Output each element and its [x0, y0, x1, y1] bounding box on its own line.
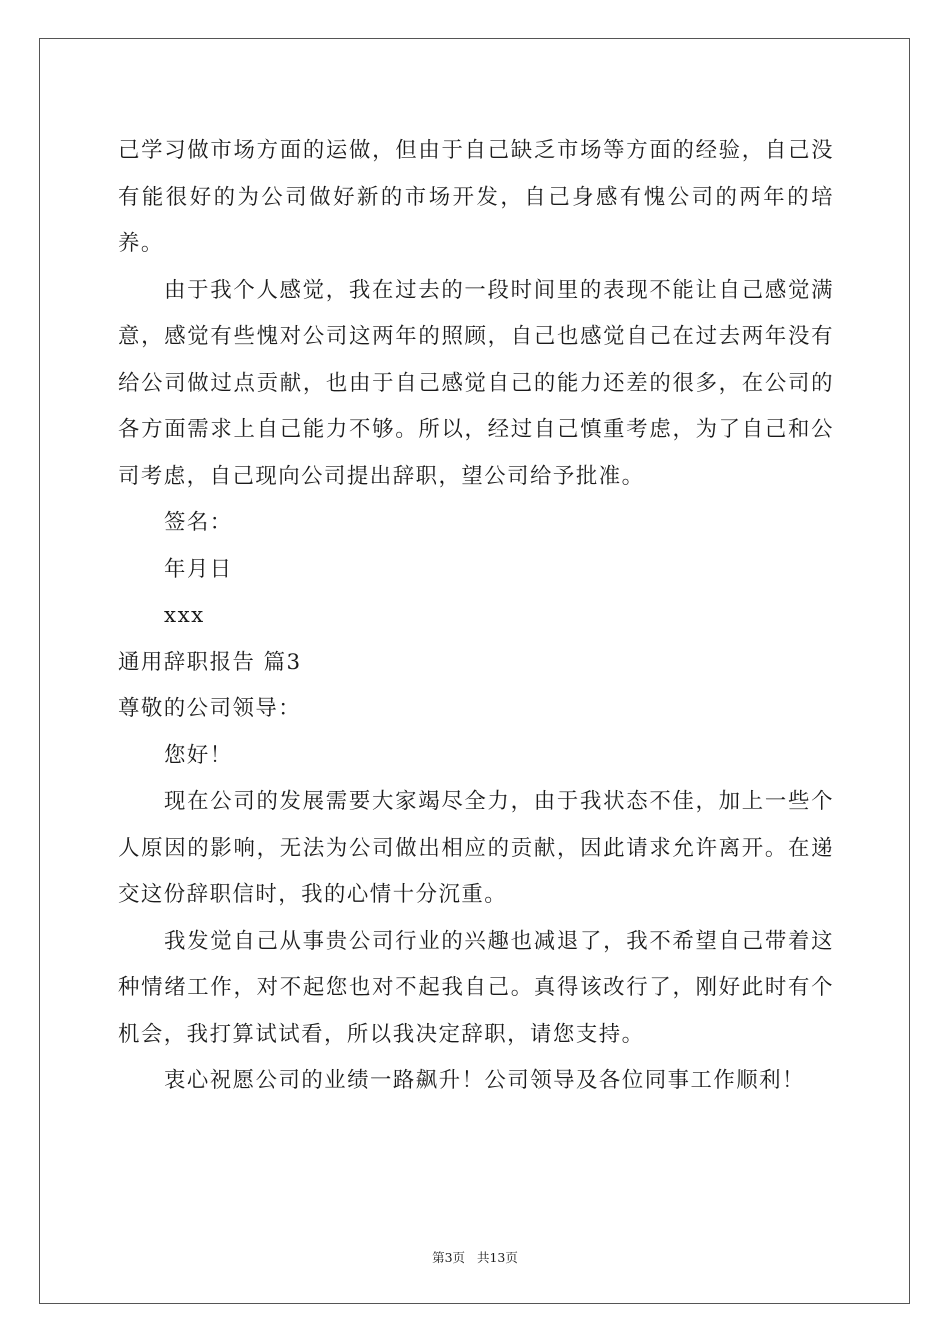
paragraph-closing: 衷心祝愿公司的业绩一路飙升！公司领导及各位同事工作顺利！	[164, 1068, 805, 1093]
date-label: 年月日	[164, 556, 233, 582]
section-heading: 通用辞职报告 篇3	[118, 649, 302, 675]
greeting: 您好！	[164, 742, 233, 768]
paragraph-reason: 由于我个人感觉，我在过去的一段时间里的表现不能让自己感觉满意，感觉有些愧对公司这两年的照顾，自己也感觉自己在过去两年没有给公司做过点贡献，也由于自己感觉自己的能力还差的很多，在公司的各方面需求上自己能力不够。所以，经过自己慎重考虑，为了自己和公司考虑，自己现向公司提出辞职，望公司给予批准。	[118, 277, 834, 489]
page-footer	[0, 1248, 950, 1266]
paragraph-request: 现在公司的发展需要大家竭尽全力，由于我状态不佳，加上一些个人原因的影响，无法为公司做出相应的贡献，因此请求允许离开。在递交这份辞职信时，我的心情十分沉重。	[118, 789, 834, 907]
page-total: 共13页	[476, 1250, 518, 1265]
page-number: 第3页	[432, 1250, 466, 1265]
signer-name: xxx	[164, 603, 205, 628]
paragraph-explanation: 我发觉自己从事贵公司行业的兴趣也减退了，我不希望自己带着这种情绪工作，对不起您也对不起我自己。真得该改行了，刚好此时有个机会，我打算试试看，所以我决定辞职，请您支持。	[118, 928, 834, 1047]
paragraph-continuation: 己学习做市场方面的运做，但由于自己缺乏市场等方面的经验，自己没有能很好的为公司做好新的市场开发，自己身感有愧公司的两年的培养。	[118, 138, 834, 256]
signature-label: 签名：	[164, 510, 233, 535]
document-body	[118, 128, 834, 1105]
salutation: 尊敬的公司领导：	[118, 696, 302, 721]
